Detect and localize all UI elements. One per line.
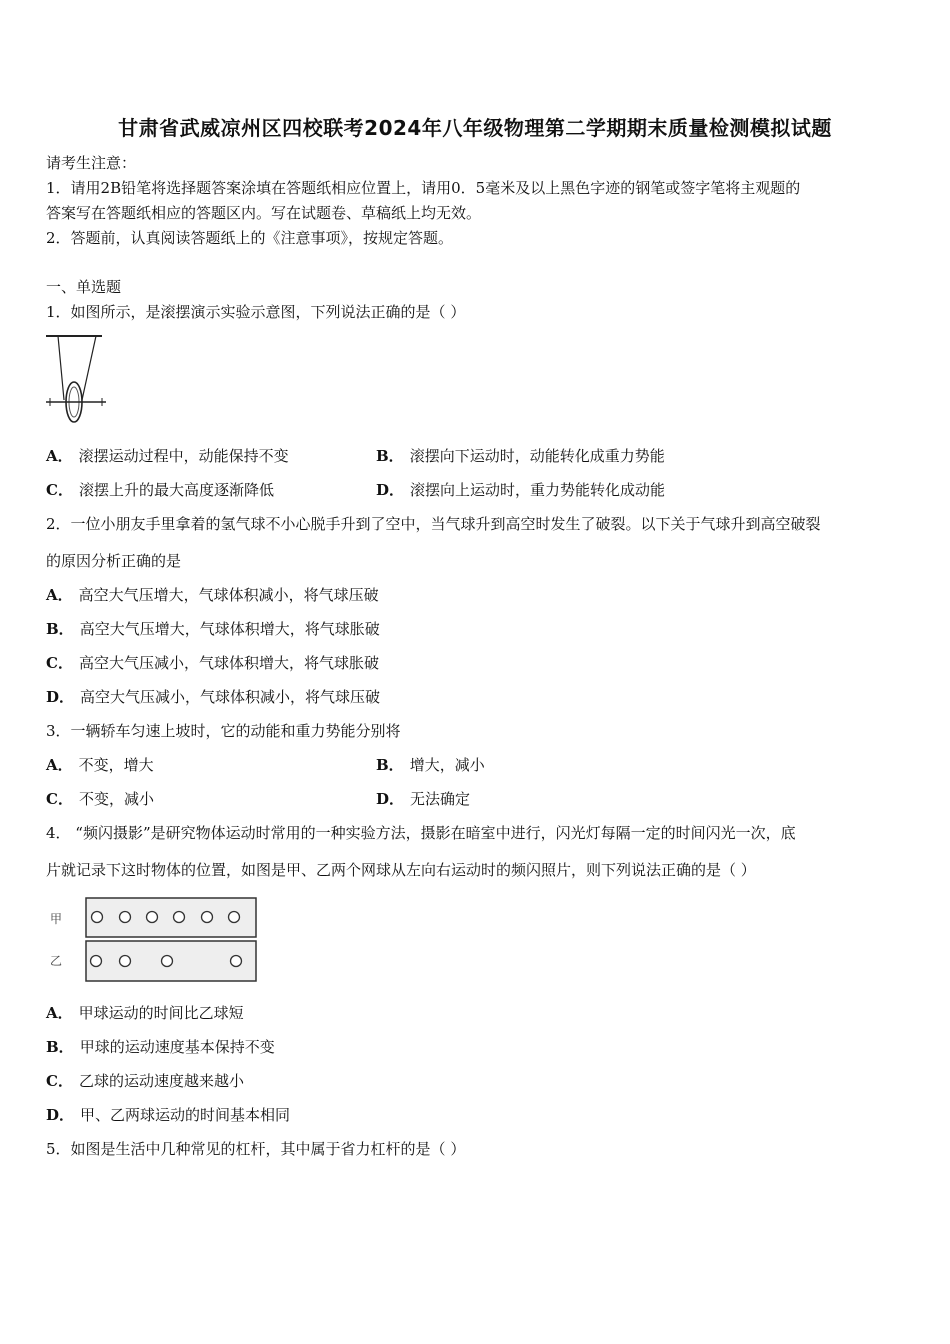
stroboscopic-photo-figure [46,895,260,985]
option-label: C． [46,654,73,672]
option-text: 增大，减小 [409,756,485,774]
option-label: A． [46,756,73,774]
q1-option-c[interactable] [46,479,274,500]
q2-option-a[interactable] [46,584,379,605]
figure-label-jia: 甲 [50,912,63,926]
rolling-pendulum-figure [44,332,108,432]
ball-yi [120,956,131,967]
q3-option-d[interactable] [376,788,470,809]
option-label: D． [46,688,75,706]
q3-option-b[interactable] [376,754,485,775]
option-label: C． [46,1072,73,1090]
ball-yi [231,956,242,967]
ball-jia [229,912,240,923]
option-text: 高空大气压减小，气球体积增大，将气球胀破 [78,654,379,672]
q1-stem: 1．如图所示，是滚摆演示实验示意图，下列说法正确的是（ ） [46,303,466,321]
q2-stem-line2: 的原因分析正确的是 [46,552,182,570]
q2-option-c[interactable] [46,652,379,673]
option-text: 高空大气压减小，气球体积减小，将气球压破 [80,688,381,706]
q2-stem-line1: 2．一位小朋友手里拿着的氢气球不小心脱手升到了空中，当气球升到高空时发生了破裂。以下关于气球升到高空破裂 [46,515,821,533]
ball-jia [202,912,213,923]
option-text: 滚摆向下运动时，动能转化成重力势能 [409,447,665,465]
q4-option-c[interactable] [46,1070,244,1091]
option-text: 甲、乙两球运动的时间基本相同 [80,1106,291,1124]
option-label: B． [376,756,404,774]
option-label: A． [46,586,73,604]
option-text: 滚摆上升的最大高度逐渐降低 [78,481,274,499]
option-label: D． [46,1106,75,1124]
q1-option-b[interactable] [376,445,665,466]
ball-jia [120,912,131,923]
ball-jia [174,912,185,923]
q2-option-b[interactable] [46,618,380,639]
q5-stem: 5．如图是生活中几种常见的杠杆，其中属于省力杠杆的是（ ） [46,1140,466,1158]
notice-heading: 请考生注意： [46,154,137,172]
q3-option-c[interactable] [46,788,154,809]
ball-yi [162,956,173,967]
section-heading: 一、单选题 [46,278,122,296]
q4-stem-line2: 片就记录下这时物体的位置，如图是甲、乙两个网球从左向右运动时的频闪照片，则下列说法正确的是（ ） [46,861,756,879]
option-label: B． [46,620,74,638]
option-text: 滚摆运动过程中，动能保持不变 [78,447,289,465]
option-label: D． [376,481,405,499]
option-text: 甲球运动的时间比乙球短 [78,1004,244,1022]
option-text: 不变，减小 [78,790,154,808]
ball-yi [91,956,102,967]
option-label: D． [376,790,405,808]
q4-option-d[interactable] [46,1104,290,1125]
option-label: B． [46,1038,74,1056]
option-text: 甲球的运动速度基本保持不变 [79,1038,275,1056]
option-text: 不变，增大 [78,756,154,774]
q4-stem-line1: 4． “频闪摄影”是研究物体运动时常用的一种实验方法，摄影在暗室中进行，闪光灯每隔一定的时间闪光一次，底 [46,824,796,842]
notice-item2: 2．答题前，认真阅读答题纸上的《注意事项》，按规定答题。 [46,229,454,247]
q3-option-a[interactable] [46,754,154,775]
notice-item1-line2: 答案写在答题纸相应的答题区内。写在试题卷、草稿纸上均无效。 [46,204,482,222]
ball-jia [92,912,103,923]
option-text: 高空大气压增大，气球体积减小，将气球压破 [78,586,379,604]
q3-stem: 3．一辆轿车匀速上坡时，它的动能和重力势能分别将 [46,722,401,740]
q2-option-d[interactable] [46,686,380,707]
q1-option-d[interactable] [376,479,665,500]
figure-label-yi: 乙 [50,954,63,968]
q1-option-a[interactable] [46,445,289,466]
option-text: 高空大气压增大，气球体积增大，将气球胀破 [79,620,380,638]
option-text: 乙球的运动速度越来越小 [78,1072,244,1090]
option-text: 无法确定 [410,790,471,808]
notice-item1-line1: 1．请用2B铅笔将选择题答案涂填在答题纸相应位置上，请用0．5毫米及以上黑色字迹的钢笔或签字笔将主观题的 [46,179,801,197]
option-label: C． [46,790,73,808]
q4-option-a[interactable] [46,1002,244,1023]
option-label: C． [46,481,73,499]
page-title: 甘肃省武威凉州区四校联考2024年八年级物理第二学期期末质量检测模拟试题 [118,116,832,140]
option-label: A． [46,1004,73,1022]
option-label: B． [376,447,404,465]
option-text: 滚摆向上运动时，重力势能转化成动能 [410,481,666,499]
option-label: A． [46,447,73,465]
ball-jia [147,912,158,923]
q4-option-b[interactable] [46,1036,275,1057]
